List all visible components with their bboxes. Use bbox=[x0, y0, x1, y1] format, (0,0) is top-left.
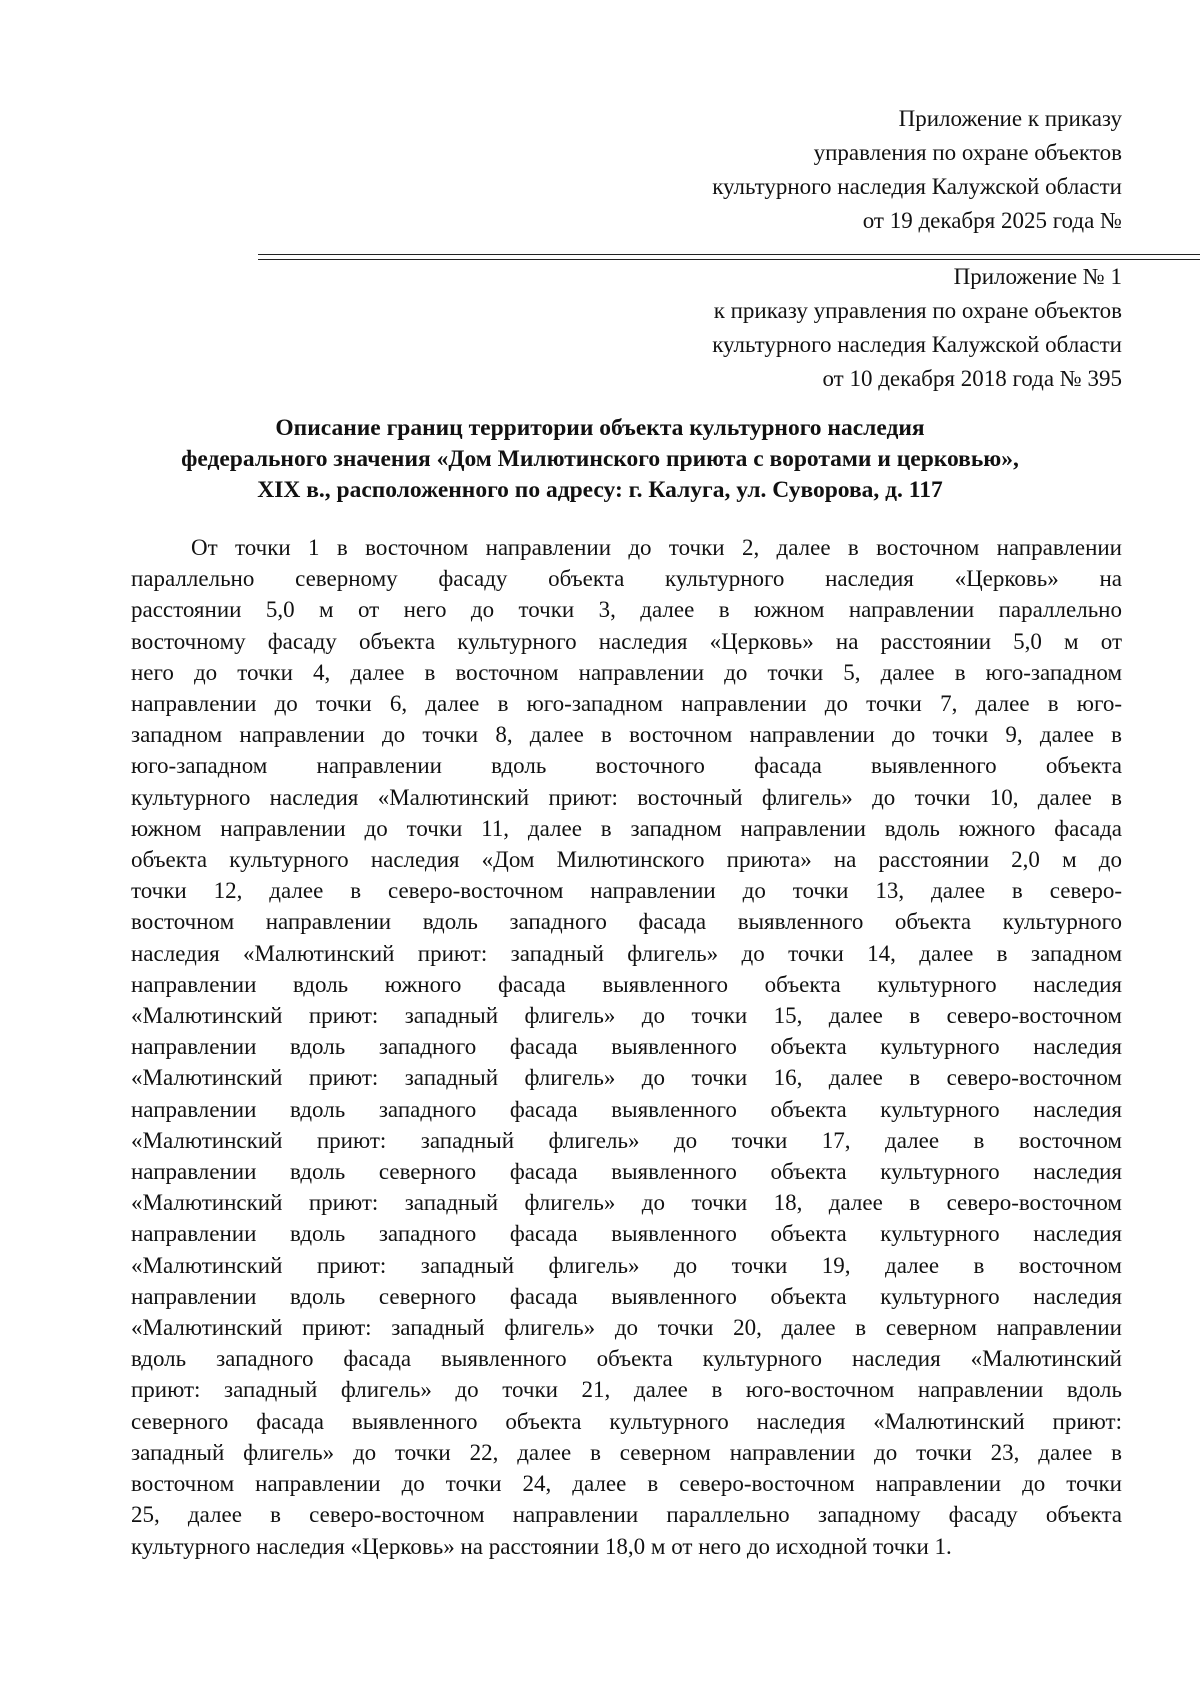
paragraph-line: «Малютинский приют: западный флигель» до точки 19, далее в восточном bbox=[131, 1252, 1122, 1278]
header-original-line-1: Приложение № 1 bbox=[953, 264, 1122, 289]
paragraph-line: «Малютинский приют: западный флигель» до точки 16, далее в северо-восточном bbox=[131, 1065, 1122, 1091]
paragraph-line: культурного наследия «Малютинский приют: восточный флигель» до точки 10, далее в bbox=[131, 784, 1122, 810]
boundary-description-paragraph bbox=[131, 532, 1122, 1562]
paragraph-line: юго-западном направлении вдоль восточного фасада выявленного объекта bbox=[131, 753, 1122, 779]
paragraph-line: направлении вдоль северного фасада выявленного объекта культурного наследия bbox=[131, 1283, 1122, 1309]
paragraph-line: параллельно северному фасаду объекта культурного наследия «Церковь» на bbox=[131, 566, 1122, 592]
header-original-line-4: от 10 декабря 2018 года № 395 bbox=[822, 366, 1122, 391]
paragraph-line: расстоянии 5,0 м от него до точки 3, далее в южном направлении параллельно bbox=[131, 597, 1122, 623]
paragraph-line: восточном направлении вдоль западного фасада выявленного объекта культурного bbox=[131, 909, 1122, 935]
header-current-line-4: от 19 декабря 2025 года № bbox=[862, 208, 1122, 233]
paragraph-line: направлении вдоль западного фасада выявленного объекта культурного наследия bbox=[131, 1034, 1122, 1060]
paragraph-line: «Малютинский приют: западный флигель» до точки 15, далее в северо-восточном bbox=[131, 1003, 1122, 1029]
header-current-line-2: управления по охране объектов bbox=[813, 140, 1122, 165]
title-line-2: федерального значения «Дом Милютинского приюта с воротами и церковью», bbox=[181, 446, 1019, 472]
paragraph-line: восточному фасаду объекта культурного наследия «Церковь» на расстоянии 5,0 м от bbox=[131, 628, 1122, 654]
paragraph-line: объекта культурного наследия «Дом Милютинского приюта» на расстоянии 2,0 м до bbox=[131, 847, 1122, 873]
header-original-line-3: культурного наследия Калужской области bbox=[712, 332, 1122, 357]
paragraph-line: него до точки 4, далее в восточном направлении до точки 5, далее в юго-западном bbox=[131, 659, 1122, 685]
paragraph-line: направлении вдоль северного фасада выявленного объекта культурного наследия bbox=[131, 1159, 1122, 1185]
title-line-3: XIX в., расположенного по адресу: г. Калуга, ул. Суворова, д. 117 bbox=[257, 477, 943, 503]
paragraph-line: западный флигель» до точки 22, далее в северном направлении до точки 23, далее в bbox=[131, 1439, 1122, 1465]
paragraph-line: восточном направлении до точки 24, далее в северо-восточном направлении до точки bbox=[131, 1471, 1122, 1497]
paragraph-line: «Малютинский приют: западный флигель» до точки 20, далее в северном направлении bbox=[131, 1315, 1122, 1341]
paragraph-line: «Малютинский приют: западный флигель» до точки 18, далее в северо-восточном bbox=[131, 1190, 1122, 1216]
paragraph-line: южном направлении до точки 11, далее в западном направлении вдоль южного фасада bbox=[131, 815, 1122, 841]
paragraph-line: наследия «Малютинский приют: западный флигель» до точки 14, далее в западном bbox=[131, 940, 1122, 966]
header-current-line-1: Приложение к приказу bbox=[898, 106, 1122, 131]
separator-line-top bbox=[258, 254, 1200, 255]
paragraph-line: точки 12, далее в северо-восточном направлении до точки 13, далее в северо- bbox=[131, 878, 1122, 904]
header-original-line-2: к приказу управления по охране объектов bbox=[713, 298, 1122, 323]
paragraph-line: направлении до точки 6, далее в юго-западном направлении до точки 7, далее в юго- bbox=[131, 691, 1122, 717]
paragraph-line: «Малютинский приют: западный флигель» до точки 17, далее в восточном bbox=[131, 1127, 1122, 1153]
header-current-line-3: культурного наследия Калужской области bbox=[712, 174, 1122, 199]
paragraph-line: северного фасада выявленного объекта культурного наследия «Малютинский приют: bbox=[131, 1408, 1122, 1434]
paragraph-line: культурного наследия «Церковь» на расстоянии 18,0 м от него до исходной точки 1. bbox=[131, 1533, 952, 1559]
header-current-appendix bbox=[712, 102, 1122, 238]
document-title bbox=[120, 413, 1080, 506]
paragraph-line: 25, далее в северо-восточном направлении параллельно западному фасаду объекта bbox=[131, 1502, 1122, 1528]
paragraph-line: вдоль западного фасада выявленного объекта культурного наследия «Малютинский bbox=[131, 1346, 1122, 1372]
paragraph-line: западном направлении до точки 8, далее в восточном направлении до точки 9, далее в bbox=[131, 722, 1122, 748]
title-line-1: Описание границ территории объекта культурного наследия bbox=[275, 415, 925, 441]
header-original-appendix bbox=[712, 260, 1122, 396]
paragraph-line: приют: западный флигель» до точки 21, далее в юго-восточном направлении вдоль bbox=[131, 1377, 1122, 1403]
paragraph-line: направлении вдоль южного фасада выявленного объекта культурного наследия bbox=[131, 971, 1122, 997]
paragraph-line: направлении вдоль западного фасада выявленного объекта культурного наследия bbox=[131, 1221, 1122, 1247]
paragraph-line: направлении вдоль западного фасада выявленного объекта культурного наследия bbox=[131, 1096, 1122, 1122]
paragraph-line: От точки 1 в восточном направлении до точки 2, далее в восточном направлении bbox=[191, 535, 1122, 560]
